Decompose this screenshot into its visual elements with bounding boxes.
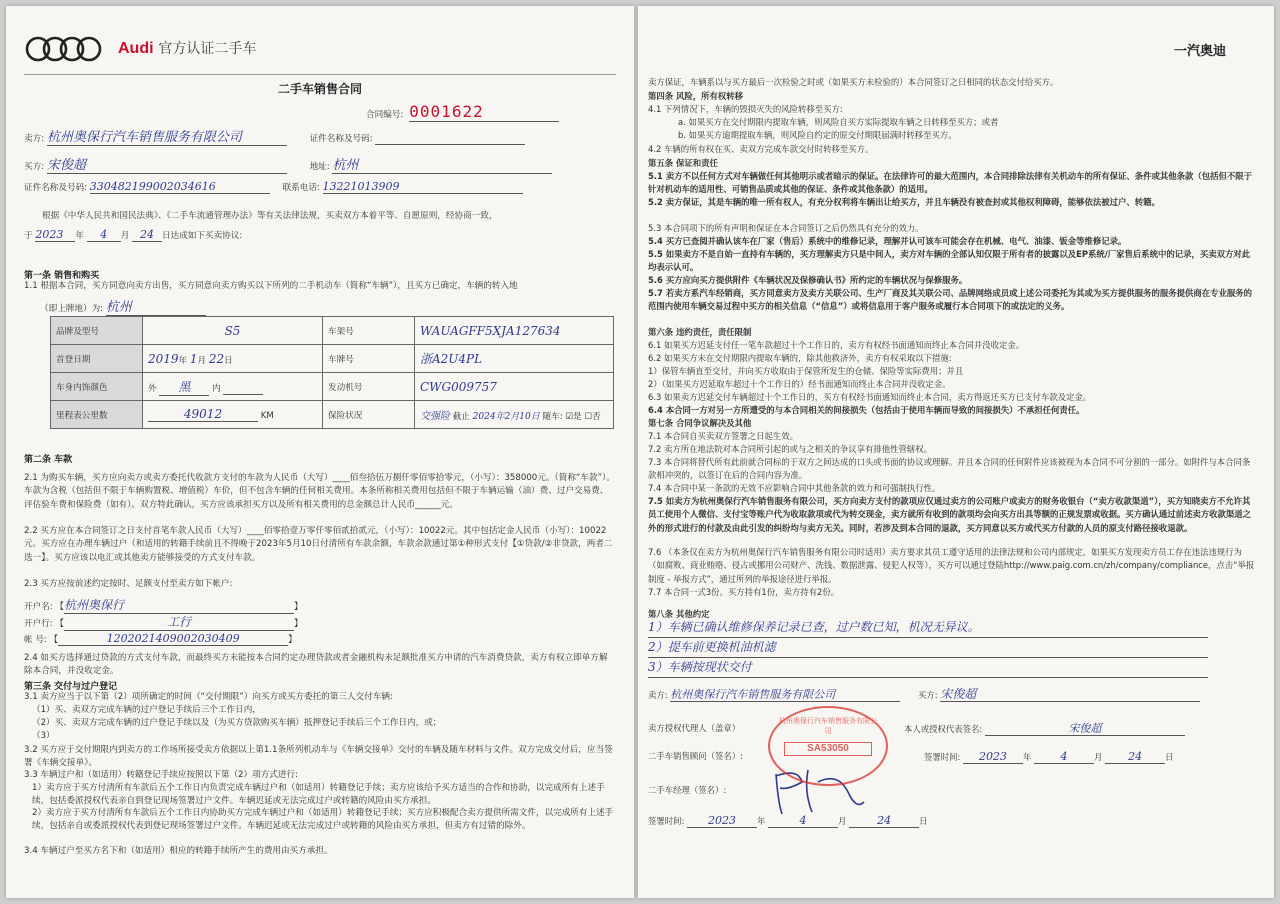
article3-p1a: （1）买、卖双方完成车辆的过户登记手续后三个工作日内， <box>32 705 261 715</box>
insurance-value-cell <box>415 401 614 429</box>
date-suffix: 日达成如下买卖协议: <box>162 231 243 241</box>
sign2-year-unit: 年 <box>757 816 766 826</box>
no-label: 否 <box>592 412 601 422</box>
buyer-agent-label: 本人或授权代表签名: <box>904 724 983 734</box>
article6-1: 6.1 如果买方迟延支付任一笔车款超过十个工作日的，卖方有权经书面通知而终止本合同并没收定金。 <box>648 340 1025 350</box>
stamp-text: 杭州奥保行汽车销售服务有限公司 <box>779 717 877 735</box>
article3-p3b: 2）卖方应于买方付清所有车款后五个工作日内协助买方完成车辆过户和（如适用）转籍登记手续；买方应积极配合卖方提供所需文件，以完成所有上述手续，包括亲自或委派授权代表到登记现场签署过户文件。车辆迟延或无法完成过户或转籍的风险由买方承担，但卖方有过错的除外。 <box>32 808 614 832</box>
right-buyer-value: 宋俊超 <box>940 688 1200 702</box>
article7-title: 第七条 合同争议解决及其他 <box>648 418 752 428</box>
company-seal-stamp <box>768 706 888 786</box>
date-month: 4 <box>87 228 121 242</box>
article7-3: 7.3 本合同将替代所有此前就合同标的于双方之间达成的口头或书面的协议或理解。并且本合同的任何附件应该被视为本合同不可分割的一部分。如附件与本合同条款相冲突的，以签订在后的合同内容为准。 <box>648 457 1251 481</box>
article5-1: 5.1 卖方不以任何方式对车辆做任何其他明示或者暗示的保证。在法律许可的最大范围内，本合同排除法律有关机动车的所有保证、条件或其他条款（包括但不限于针对机动车的适用性、可销售品质或其他的保证、条件或其他条款）的适用。 <box>648 171 1252 195</box>
article4-2: 4.2 车辆的所有权在买、卖双方完成车款交付时转移至买方。 <box>648 144 874 154</box>
article8-title: 第八条 其他约定 <box>648 609 710 619</box>
seller-value: 杭州奥保行汽车销售服务有限公司 <box>47 126 287 146</box>
vin-label: 车架号 <box>323 317 415 345</box>
advisor-label: 二手车销售顾问（签名）: <box>648 751 743 761</box>
contract-page-right <box>638 6 1274 898</box>
color-value <box>143 373 323 401</box>
reg-day-unit: 日 <box>224 355 233 366</box>
contract-no-value: 0001622 <box>409 102 559 122</box>
month-unit: 月 <box>120 231 130 241</box>
article6-2: 6.2 如果买方未在交付期限内提取车辆的，除其他救济外，卖方有权采取以下措施: <box>648 353 952 363</box>
brand-header <box>118 38 256 58</box>
color-outer-value: 黑 <box>159 378 209 396</box>
buyer-label: 买方: <box>24 162 45 172</box>
sign-year-unit: 年 <box>1023 752 1032 762</box>
article3-title: 第三条 交付与过户登记 <box>24 682 118 692</box>
reg-year-unit: 年 <box>178 355 188 366</box>
right-cont: 卖方保证，车辆系以与买方最后一次检验之时或（如果买方未检验的）本合同签订之日相同的状态交付给买方。 <box>648 77 1059 87</box>
brand-model-label: 品牌及型号 <box>51 317 143 345</box>
contract-number <box>366 102 559 122</box>
yes-label: 是 <box>573 412 582 422</box>
sign-day-unit: 日 <box>1165 752 1174 762</box>
seller-agent-label: 卖方授权代理人（盖章） <box>648 723 741 733</box>
sign-month: 4 <box>1034 750 1094 764</box>
yes-checkbox[interactable]: ☑ <box>565 412 574 422</box>
branch-label: 开户行: <box>24 619 53 629</box>
sign-date2-label: 签署时间: <box>648 816 685 826</box>
date-prefix: 于 <box>24 231 33 241</box>
preamble-date <box>24 228 242 242</box>
color-outer-label: 外 <box>148 383 157 394</box>
sign-date2-row <box>648 814 978 828</box>
color-inner-line <box>223 384 263 395</box>
article7-7: 7.7 本合同一式3份。买方持有1份，卖方持有2份。 <box>648 587 840 597</box>
reg-month: 1 <box>189 351 198 366</box>
destination-label: （即上牌地）为: <box>40 304 104 314</box>
other-term-3: 3）车辆按现状交付 <box>648 658 1208 678</box>
address-value: 杭州 <box>332 154 552 174</box>
reg-year: 2019 <box>148 351 179 366</box>
sign2-month: 4 <box>768 814 838 828</box>
stamp-code: SA53050 <box>784 742 872 756</box>
article6-3: 6.3 如果卖方迟延交付车辆超过十个工作日的，买方有权经书面通知而终止本合同，卖方得返还买方已支付车款及定金。 <box>648 392 1092 402</box>
article3-p2: 3.2 买方应于交付期限内到卖方的工作场所接受卖方依据以上第1.1条所列机动车与《车辆交接单》交付的车辆及随车材料与文件。双方完成交付后，应当签署《车辆交接单》。 <box>24 745 613 769</box>
article7-1: 7.1 本合同自买卖双方签署之日起生效。 <box>648 431 798 441</box>
preamble-text: 根据《中华人民共和国民法典》、《二手车流通管理办法》等有关法律法规，买卖双方本着平等、自愿原则，经协商一致， <box>42 211 498 221</box>
phone-label: 联系电话: <box>282 183 320 193</box>
brand-model-value: S5 <box>143 317 323 345</box>
article6-title: 第六条 违约责任，责任限制 <box>648 327 752 337</box>
article5-title: 第五条 保证和责任 <box>648 158 718 168</box>
address-label: 地址: <box>309 162 330 172</box>
seller-label: 卖方: <box>24 134 45 144</box>
destination-value: 杭州 <box>106 296 206 316</box>
buyer-id-value: 330482199002034616 <box>90 180 270 194</box>
article2-p3: 2.3 买方应按前述约定按时、足额支付至卖方如下帐户: <box>24 579 233 589</box>
sign-day: 24 <box>1105 750 1165 764</box>
bank-value: 杭州奥保行 <box>64 596 294 614</box>
article5-5: 5.5 如果卖方不是自始一直持有车辆的，买方理解卖方只是中间人，卖方对车辆的全部认知仅限于所有者的披露以及EP系统/厂家售后系统中的记录，买卖双方对此均表示认可。 <box>648 249 1251 273</box>
article3-p3a: 1）卖方应于买方付清所有车款后五个工作日内负责完成车辆过户和（如适用）转籍登记手续；卖方应该给予买方适当的合作和协助，以完成所有上述手续，包括委派授权代表亲自到登记现场签署过户文件。车辆迟延或无法完成过户或转籍的风险由买方承担。 <box>32 783 605 807</box>
manager-label: 二手车经理（签名）: <box>648 785 727 795</box>
seller-row <box>24 126 525 146</box>
engine-label: 发动机号 <box>323 373 415 401</box>
date-year: 2023 <box>35 228 75 242</box>
account-label: 帐 号: <box>24 635 47 645</box>
article7-5: 7.5 如卖方为杭州奥保行汽车销售服务有限公司，买方向卖方支付的款项应仅通过卖方的公司账户或卖方的财务收银台（“卖方收款渠道”），买方知晓卖方不允许其员工使用个人微信、支付宝等账户代为收取款项或代为转交现金，卖方就所有收到的款项均会向买方出具等额的正规发票或收据。买方确认通过前述卖方收款渠道之外的形式进行的付款及由此引发的纠纷均与卖方无关。同时，若涉及到本合同的退款，买方同意以买方或代买方付款的人员的原支付路径接收退款。 <box>648 496 1251 533</box>
date-day: 24 <box>132 228 162 242</box>
article1-title: 第一条 销售和购买 <box>24 271 100 281</box>
right-seller-value: 杭州奥保行汽车销售服务有限公司 <box>670 688 900 702</box>
seller-id-line <box>375 134 525 145</box>
sign-year: 2023 <box>963 750 1023 764</box>
article3-p1c: （3） <box>32 731 55 741</box>
sign-date-label: 签署时间: <box>924 752 961 762</box>
right-buyer-row <box>918 688 1238 702</box>
article2-p4: 2.4 如买方选择通过贷款的方式支付车款，而最终买方未能按本合同约定办理贷款或者金融机构未足额批准买方申请的汽车消费贷款，卖方有权立即单方解除本合同，并没收定金。 <box>24 653 608 677</box>
bank-name-row: 开户名: 【杭州奥保行 】 <box>24 598 303 612</box>
year-unit: 年 <box>75 231 84 241</box>
insurance-value: 交强险 <box>420 411 450 422</box>
right-buyer-label: 买方: <box>918 690 938 700</box>
buyer-id-row <box>24 180 523 194</box>
article7-4: 7.4 本合同中某一条款的无效不应影响合同中其他条款的效力和可强制执行性。 <box>648 483 941 493</box>
other-term-1: 1）车辆已确认维修保养记录已查，过户数已知，机况无异议。 <box>648 618 1208 638</box>
article5-4: 5.4 买方已查阅并确认该车在厂家（售后）系统中的维修记录，理解并认可该车可能会存在机械、电气、油漆、钣金等维修记录。 <box>648 236 1127 246</box>
insurance-until-label: 截止 <box>452 412 470 422</box>
reg-date-value <box>143 345 323 373</box>
article7-2: 7.2 卖方所在地法院对本合同所引起的或与之相关的争议享有排他性管辖权。 <box>648 444 932 454</box>
with-car-label: 随车: <box>542 412 563 422</box>
article5-3: 5.3 本合同项下的所有声明和保证在本合同签订之后仍然具有充分的效力。 <box>648 223 924 233</box>
vehicle-info-table <box>50 316 614 429</box>
article4-1b: b. 如果买方逾期提取车辆，则风险自约定的原交付期限届满时转移至买方。 <box>678 130 957 140</box>
bank-label: 开户名: <box>24 602 53 612</box>
article1-p1: 1.1 根据本合同，买方同意向卖方出售，买方同意向卖方购买以下所列的二手机动车（简称“车辆”），且买方已确定，车辆的转入地 <box>24 281 518 291</box>
seller-id-label: 证件名称及号码: <box>309 134 373 144</box>
sign2-day: 24 <box>849 814 919 828</box>
no-checkbox[interactable]: ☐ <box>584 412 593 422</box>
other-term-2: 2）提车前更换机油机滤 <box>648 638 1208 658</box>
article3-p1b: （2）买、卖双方完成车辆的过户登记手续以及（为买方贷款购买车辆）抵押登记手续后三个工作日内，或； <box>32 718 442 728</box>
article7-6: 7.6 （本条仅在卖方为杭州奥保行汽车销售服务有限公司时适用）卖方要求其员工遵守适用的法律法规和公司内部规定，如果买方发现卖方员工存在违法违规行为（如腐败、商业贿赂、侵占或挪用公司财产、洗钱、数据泄露、侵犯人权等），买方可以通过登陆http://www.paig.com.cn/zh/company/compliance，点击“举报制度 - 举报方式”，通过所列的举报途径进行举报。 <box>648 547 1255 584</box>
article3-p3: 3.3 车辆过户和（如适用）转籍登记手续应按照以下第（2）项方式进行: <box>24 770 298 780</box>
mileage-value <box>143 401 323 429</box>
header-divider <box>24 74 616 75</box>
right-seller-label: 卖方: <box>648 690 668 700</box>
buyer-row <box>24 154 552 174</box>
branch-value: 工行 <box>64 613 294 631</box>
vin-value: WAUAGFF5XJA127634 <box>415 317 614 345</box>
brand-subtitle: 官方认证二手车 <box>158 41 257 57</box>
brand-name: Audi <box>118 40 154 57</box>
article2-title: 第二条 车款 <box>24 455 73 465</box>
account-value: 1202021409002030409 <box>58 632 288 646</box>
article2-p2: 2.2 买方应在本合同签订之日支付首笔车款人民币（大写）____佰零拾壹万零仟零佰贰拾贰元，（小写）：10022元。其中包括定金人民币（小写）：10022元。买方应在办理车辆过户（和适用的转籍手续前且不得晚于2023年5月10日付清所有车款余额，车款余款通过第①种形式支付【①贷款/②非贷款，两者二选一】。买方应该以电汇或其他卖方能够接受的方式支付车款。 <box>24 526 613 563</box>
article6-2a: 1）保管车辆直至交付，并向买方收取由于保管所发生的仓储、保险等实际费用；并且 <box>648 366 964 376</box>
buyer-agent-value: 宋俊超 <box>985 722 1185 736</box>
article5-2: 5.2 卖方保证，其是车辆的唯一所有权人，有充分权利将车辆出让给买方，并且车辆没有被查封或其他权利障碍，能够依法被过户、转籍。 <box>648 197 1160 207</box>
mileage-unit: KM <box>260 411 274 421</box>
plate-label: 车牌号 <box>323 345 415 373</box>
sign-month-unit: 月 <box>1094 752 1103 762</box>
insurance-until-value: 2024年2月10日 <box>472 412 540 422</box>
sign2-month-unit: 月 <box>838 816 847 826</box>
phone-value: 13221013909 <box>323 180 523 194</box>
contract-page-left <box>6 6 634 898</box>
contract-no-label: 合同编号: <box>366 110 404 120</box>
article5-6: 5.6 买方应向买方提供附件《车辆状况及保修确认书》所约定的车辆状况与保修服务。 <box>648 275 968 285</box>
partner-brand: 一汽奥迪 <box>1173 44 1226 59</box>
plate-value: 浙A2U4PL <box>415 345 614 373</box>
article6-4: 6.4 本合同一方对另一方所遭受的与本合同相关的间接损失（包括由于使用车辆而导致的间接损失）不承担任何责任。 <box>648 405 1085 415</box>
color-label: 车身内饰颜色 <box>51 373 143 401</box>
reg-date-label: 首登日期 <box>51 345 143 373</box>
article4-1: 4.1 下列情况下，车辆的毁损灭失的风险转移至买方: <box>648 104 843 114</box>
article4-1a: a. 如果买方在交付期限内提取车辆，则风险自买方实际提取车辆之日转移至买方；或者 <box>678 117 999 127</box>
engine-value: CWG009757 <box>415 373 614 401</box>
article6-2b: 2）（如果买方迟延取车超过十个工作日的）经书面通知而终止本合同并没收定金。 <box>648 379 951 389</box>
color-inner-label: 内 <box>212 383 221 394</box>
article5-7: 5.7 若卖方系汽车经销商，买方同意卖方及卖方关联公司、生产厂商及其关联公司、品牌网络成员或上述公司委托为其或为买方提供服务的服务提供商在专业服务的范围内使用车辆交易过程中买方的相关信息（“信息”）或将信息用于客户服务或履行本合同项下的或法定的义务。 <box>648 288 1252 312</box>
article4-title: 第四条 风险，所有权转移 <box>648 91 744 101</box>
insurance-label: 保险状况 <box>323 401 415 429</box>
audi-rings-logo <box>24 34 104 64</box>
article3-p1: 3.1 卖方应当于以下第（2）项所确定的时间（“交付期限”）向买方或买方委托的第三人交付车辆: <box>24 692 393 702</box>
reg-day: 22 <box>208 351 225 366</box>
buyer-id-label: 证件名称及号码: <box>24 183 88 193</box>
article1-destination <box>40 296 206 316</box>
buyer-value: 宋俊超 <box>47 154 287 174</box>
right-seller-row <box>648 688 928 702</box>
sign-date-row <box>924 750 1254 764</box>
sign2-year: 2023 <box>687 814 757 828</box>
sign2-day-unit: 日 <box>919 816 928 826</box>
document-title: 二手车销售合同 <box>277 82 362 96</box>
mileage-label: 里程表公里数 <box>51 401 143 429</box>
buyer-agent-row <box>904 722 1244 736</box>
bank-branch-row: 开户行: 【 工行 】 <box>24 615 303 629</box>
mileage-number: 49012 <box>148 407 258 422</box>
article3-p4: 3.4 车辆过户至买方名下和（如适用）相应的转籍手续所产生的费用由买方承担。 <box>24 846 333 856</box>
reg-month-unit: 月 <box>197 355 207 366</box>
bank-account-row: 帐 号: 【 1202021409002030409 】 <box>24 632 297 645</box>
article2-p1: 2.1 为购买车辆，买方应向卖方或卖方委托代收款方支付的车款为人民币（大写）____佰叁拾伍万捌仟零佰零拾零元，（小写）：358000元。（简称“车款”）。车款为含税（包括但不限于车辆购置税、增值税）车价，但不包含车辆的任何相关费用。本条所称相关费用包括但不限于车辆运输（油）费、过户交易费、评估验车费和保险费（如有）。双方特此确认，买方应该承担买方以及所有相关费用的总金额总计人民币______元。 <box>24 473 615 510</box>
